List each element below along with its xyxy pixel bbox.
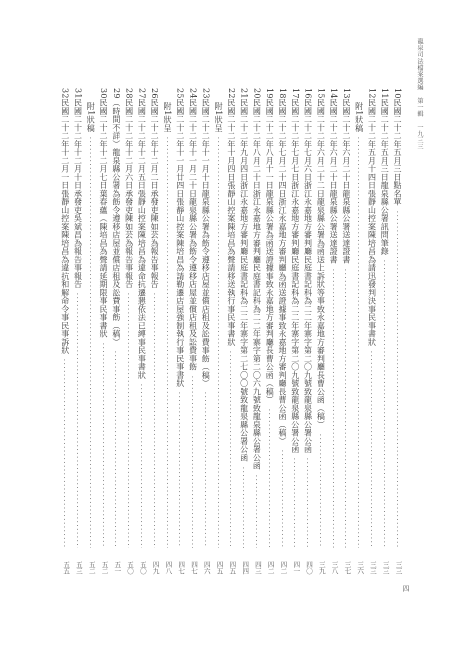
dot-leader (103, 342, 104, 548)
toc-entry-page: 五二 (100, 560, 109, 574)
toc-entry-title: 32民國二十二年十二月一日張靜山控案陳培昌為違抗和解命令事民事訴狀 (60, 88, 70, 355)
toc-entry-title: 10民國二十二年五月三日點名單 (393, 88, 403, 206)
toc-entry (175, 88, 185, 574)
toc-entry-page: 四七 (189, 560, 198, 574)
dot-leader (384, 259, 385, 548)
toc-entry-page: 四二 (266, 560, 275, 574)
toc-entry (111, 88, 121, 574)
toc-entry (98, 88, 108, 574)
dot-leader (282, 449, 283, 548)
dot-leader (90, 136, 91, 548)
toc-entry (162, 88, 172, 574)
toc-entry-title: 28民國二十二年十二月六日承發吏陳如芸為報告事報告 (124, 88, 134, 289)
toc-entry-page: 三七 (342, 560, 351, 574)
dot-leader (358, 136, 359, 548)
dot-leader (167, 136, 168, 548)
toc-entry (252, 88, 262, 574)
dot-leader (294, 457, 295, 548)
toc-entry (316, 88, 326, 574)
toc-entry (86, 88, 96, 574)
toc-entry-title: 15民國二十二年六月二十二日龍泉縣公署為函送上訴狀等事致永嘉地方審判廳長曹公函（稿） (316, 88, 326, 429)
toc-entry (60, 88, 70, 574)
dot-leader (230, 350, 231, 548)
toc-entry-title: 附1狀呈 (162, 102, 172, 133)
running-head: 龍泉司法檔案選編 第一輯 一九三三 (416, 38, 423, 151)
toc-entry-title: 17民國二十二年七月七日浙江永嘉地方審判廳民庭書記科為二二年寨字第二〇九號致龍泉縣公署公函 (290, 88, 300, 454)
toc-entry (188, 88, 198, 574)
dot-leader (320, 433, 321, 548)
dot-leader (154, 292, 155, 548)
toc-entry-page: 五一 (112, 560, 121, 574)
toc-entry (341, 88, 351, 574)
dot-leader (77, 292, 78, 548)
dot-leader (141, 383, 142, 548)
toc-entry-page: 三六 (355, 560, 364, 574)
dot-leader (243, 466, 244, 548)
toc-entry (239, 88, 249, 574)
toc-entry-page: 三三 (368, 560, 377, 574)
toc-entry-title: 21民國二十二年九月四日浙江永嘉地方審判廳民庭書記科為二二年寨字第二七〇〇號致龍泉縣公署公函 (239, 88, 249, 462)
toc-entry-title: 24民國二十二年十一月二十日龍泉縣公署為飭令遵移店屋並償店租及訟費事飭 (188, 88, 198, 371)
toc-entry-page: 四八 (163, 560, 172, 574)
toc-entry-title: 29（時間不詳）龍泉縣公署為飭令遵移店屋並償店租及訟費事飭（稿） (111, 88, 121, 347)
toc-entry-page: 四四 (240, 560, 249, 574)
toc-entry (328, 88, 338, 574)
toc-entry-page: 四一 (291, 560, 300, 574)
toc-entry (277, 88, 287, 574)
toc-entry (290, 88, 300, 574)
toc-entry (201, 88, 211, 574)
toc-entry (149, 88, 159, 574)
toc-entry-page: 五五 (61, 560, 70, 574)
toc-entry-page: 四三 (253, 560, 262, 574)
toc-entry-page: 四〇 (304, 560, 313, 574)
toc-entry-page: 四六 (202, 560, 211, 574)
dot-leader (64, 358, 65, 548)
toc-entry-title: 26民國二十二年十二月二日承發吏陳如芸為報告事報告 (150, 88, 160, 289)
toc-entry-page: 四九 (151, 560, 160, 574)
toc-entry-title: 27民國二十二年十二月五日張靜山控案陳培昌為違命抗遷懇依法已縛事民事書狀 (137, 88, 147, 380)
dot-leader (256, 474, 257, 548)
toc-entry-title: 31民國二十二年十二月十日承發吏吳斌昌為報告事報告 (73, 88, 83, 289)
dot-leader (269, 408, 270, 548)
toc-entry (124, 88, 134, 574)
toc-entry (367, 88, 377, 574)
table-of-contents (60, 88, 402, 574)
toc-entry (73, 88, 83, 574)
dot-leader (345, 268, 346, 548)
toc-entry (303, 88, 313, 574)
toc-entry-page: 四七 (176, 560, 185, 574)
toc-entry-title: 附1狀稿 (354, 102, 364, 133)
dot-leader (128, 292, 129, 548)
toc-entry-title: 30民國二十二年十二月七日葉春蘊（陳培昌為聲請延期限事民事書狀 (99, 88, 109, 338)
toc-entry-page: 五三 (74, 560, 83, 574)
toc-entry-title: 14民國二十二年六月二十日龍泉縣公署送達證書 (329, 88, 339, 264)
toc-entry-title: 附1狀呈 (214, 102, 224, 133)
toc-entry-page: 四五 (227, 560, 236, 574)
dot-leader (218, 136, 219, 548)
toc-entry (354, 88, 364, 574)
dot-leader (179, 391, 180, 548)
dot-leader (307, 457, 308, 548)
toc-entry-title: 11民國二十二年五月三日龍泉縣公署訊問筆錄 (380, 88, 390, 256)
toc-entry-title: 12民國二十二年五月十四日張靜山控案陳培昌為請迅發判決事民事書狀 (367, 88, 377, 347)
toc-entry-page: 四二 (278, 560, 287, 574)
toc-entry (380, 88, 390, 574)
toc-entry-title: 13民國二十二年六月二十日龍泉縣公署送達證書 (341, 88, 351, 264)
toc-entry-title: 16民國二十二年七月六日浙江永嘉地方審判廳民庭書記科為二二年寨字第二〇九號致龍泉縣公署公函 (303, 88, 313, 454)
toc-entry-title: 附1狀稿 (86, 102, 96, 133)
toc-entry-title: 23民國二十二年十一月十日龍泉縣公署為飭令遵移店屋並償店租及訟費事飭（稿） (201, 88, 211, 388)
toc-entry (213, 88, 223, 574)
toc-entry-page: 五〇 (138, 560, 147, 574)
toc-entry-title: 20民國二十二年八月二十日浙江永嘉地方審判廳民庭書記科為二二年寨字第二〇六九號致龍泉縣公署公函 (252, 88, 262, 470)
toc-entry-page: 五〇 (125, 560, 134, 574)
dot-leader (115, 350, 116, 548)
page-number: 四 (402, 585, 410, 592)
toc-entry (265, 88, 275, 574)
toc-entry-page: 三八 (330, 560, 339, 574)
toc-entry-page: 五二 (87, 560, 96, 574)
toc-entry (137, 88, 147, 574)
dot-leader (205, 391, 206, 548)
toc-entry-title: 19民國二十二年八月十一日龍泉縣公署為函送證據事致永嘉地方審判廳長曹公函（稿） (265, 88, 275, 404)
toc-entry-page: 三九 (317, 560, 326, 574)
toc-entry-title: 22民國二十二年十月四日張靜山控案陳培昌為聲請移送執行事民事書狀 (226, 88, 236, 347)
dot-leader (333, 268, 334, 548)
toc-entry-page: 三三 (394, 560, 403, 574)
toc-entry-title: 25民國二十二年十一月廿四日張靜山控案陳培昌為請勒遷店屋強制執行事民事書狀 (175, 88, 185, 388)
dot-leader (397, 210, 398, 548)
dot-leader (371, 350, 372, 548)
toc-entry-title: 18民國二十二年七月二十四日浙江永嘉地方審判廳為函送證據事致永嘉地方審判廳長曹公函（稿） (277, 88, 287, 446)
toc-entry (226, 88, 236, 574)
toc-entry (392, 88, 402, 574)
dot-leader (192, 375, 193, 548)
toc-entry-page: 四五 (215, 560, 224, 574)
toc-entry-page: 三三 (381, 560, 390, 574)
